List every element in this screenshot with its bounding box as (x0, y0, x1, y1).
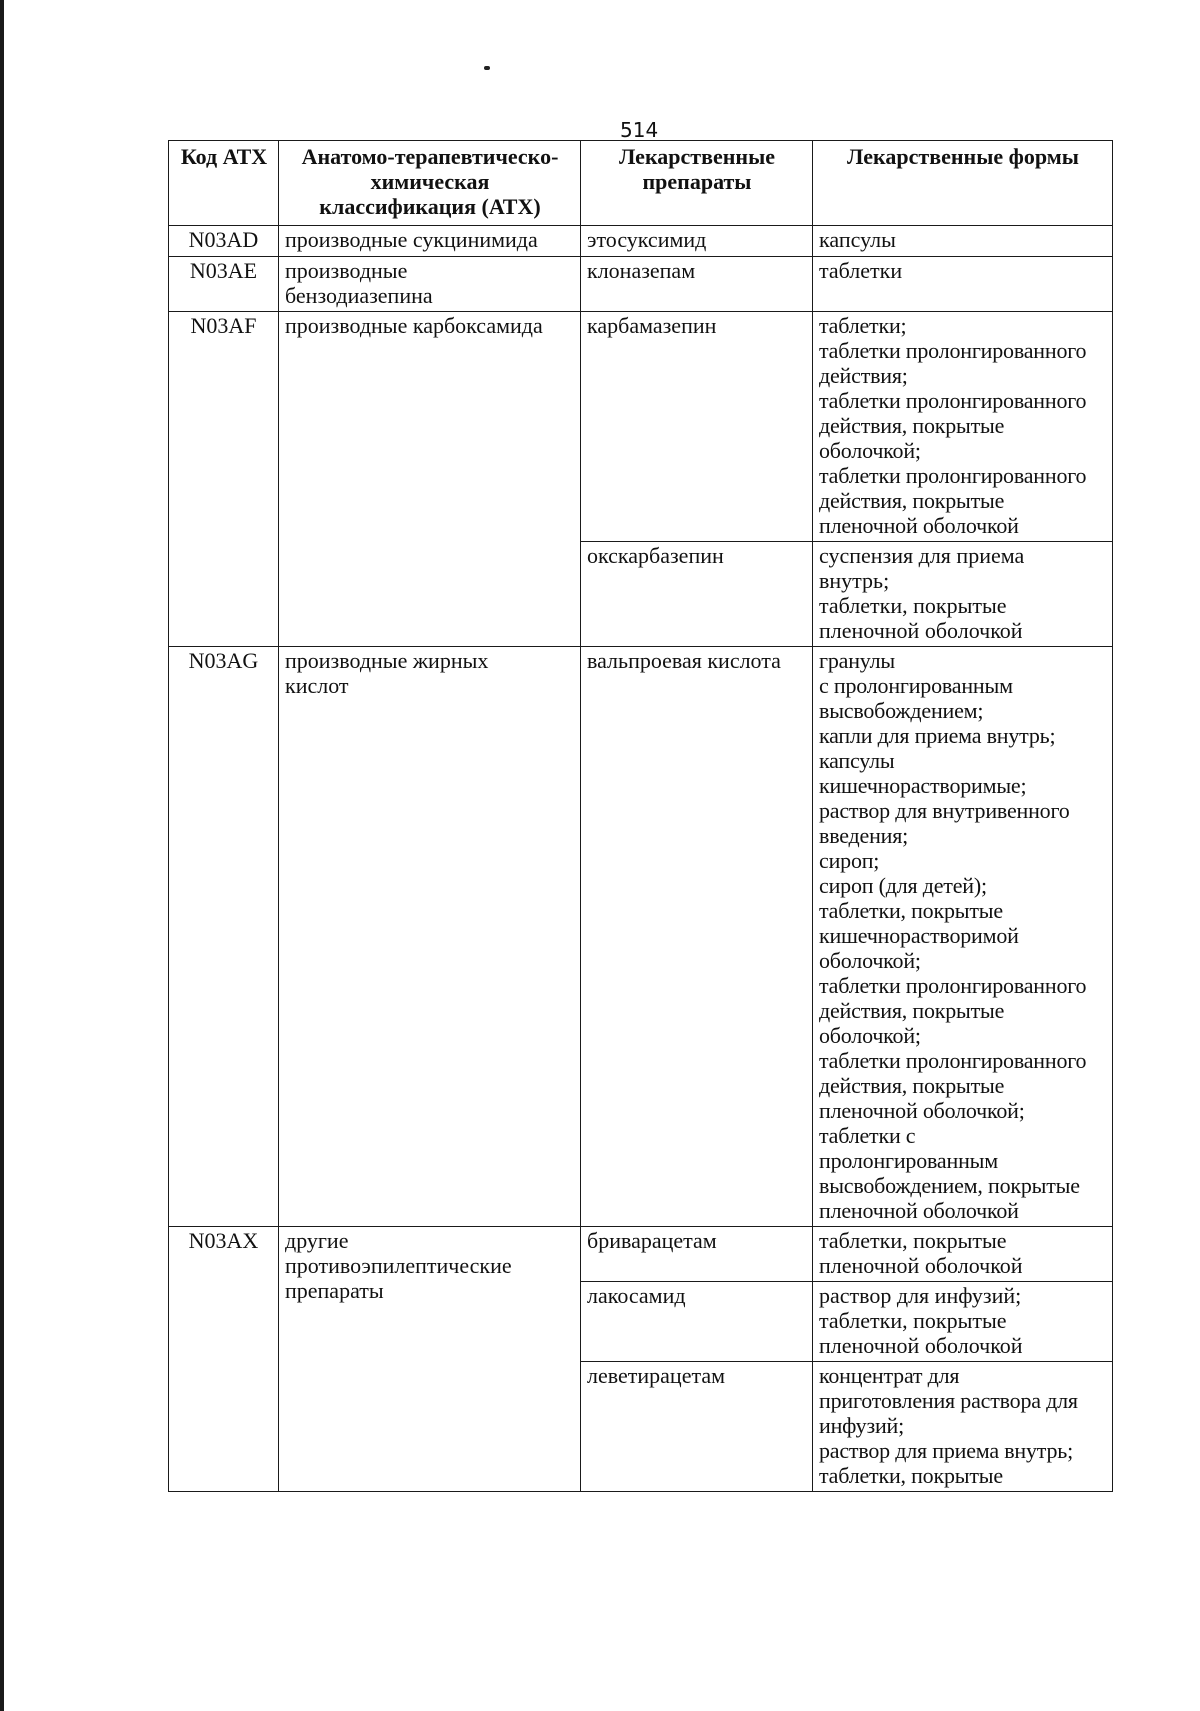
page-number: 514 (620, 118, 659, 142)
drug-name: окскарбазепин (581, 542, 813, 647)
header-drugs: Лекарственные препараты (581, 141, 813, 226)
atc-classification: производные жирных кислот (279, 647, 581, 1227)
drug-name: вальпроевая кислота (581, 647, 813, 1227)
atc-classification: производные бензодиазепина (279, 257, 581, 312)
atc-classification: производные сукцинимида (279, 226, 581, 257)
atc-code: N03AF (169, 312, 279, 647)
atc-code: N03AX (169, 1227, 279, 1492)
scan-edge (0, 0, 4, 1711)
drug-name: клоназепам (581, 257, 813, 312)
dosage-forms: таблетки (813, 257, 1113, 312)
atc-classification: другие противоэпилептические препараты (279, 1227, 581, 1492)
atc-code: N03AD (169, 226, 279, 257)
table-header-row (169, 141, 1113, 226)
dosage-forms: раствор для инфузий; таблетки, покрытые пленочной оболочкой (813, 1282, 1113, 1362)
drug-name: карбамазепин (581, 312, 813, 542)
atc-code: N03AE (169, 257, 279, 312)
header-code: Код АТХ (169, 141, 279, 226)
drug-name: бриварацетам (581, 1227, 813, 1282)
dosage-forms: суспензия для приема внутрь; таблетки, покрытые пленочной оболочкой (813, 542, 1113, 647)
table-row (169, 312, 1113, 542)
table-row (169, 226, 1113, 257)
dosage-forms: капсулы (813, 226, 1113, 257)
dosage-forms: таблетки, покрытые пленочной оболочкой (813, 1227, 1113, 1282)
dosage-forms: концентрат для приготовления раствора для инфузий; раствор для приема внутрь; таблетки, покрытые (813, 1362, 1113, 1492)
dosage-forms: гранулы с пролонгированным высвобождением; капли для приема внутрь; капсулы кишечнорастворимые; раствор для внутривенного введения; сироп; сироп (для детей); таблетки, покрытые кишечнорастворимой оболочкой; таблетки пролонгированного действия, покрытые оболочкой; таблетки пролонгированного действия, покрытые пленочной оболочкой; таблетки с пролонгированным высвобождением, покрытые пленочной оболочкой (813, 647, 1113, 1227)
drug-name: леветирацетам (581, 1362, 813, 1492)
atc-classification: производные карбоксамида (279, 312, 581, 647)
drug-name: этосуксимид (581, 226, 813, 257)
dosage-forms: таблетки; таблетки пролонгированного действия; таблетки пролонгированного действия, покрытые оболочкой; таблетки пролонгированного действия, покрытые пленочной оболочкой (813, 312, 1113, 542)
header-forms: Лекарственные формы (813, 141, 1113, 226)
atc-table (168, 140, 1113, 1492)
table-row (169, 257, 1113, 312)
table-row (169, 1227, 1113, 1282)
header-classification: Анатомо-терапевтическо- химическая классификация (АТХ) (279, 141, 581, 226)
scan-speck (484, 66, 490, 70)
table-row (169, 647, 1113, 1227)
drug-name: лакосамид (581, 1282, 813, 1362)
atc-code: N03AG (169, 647, 279, 1227)
